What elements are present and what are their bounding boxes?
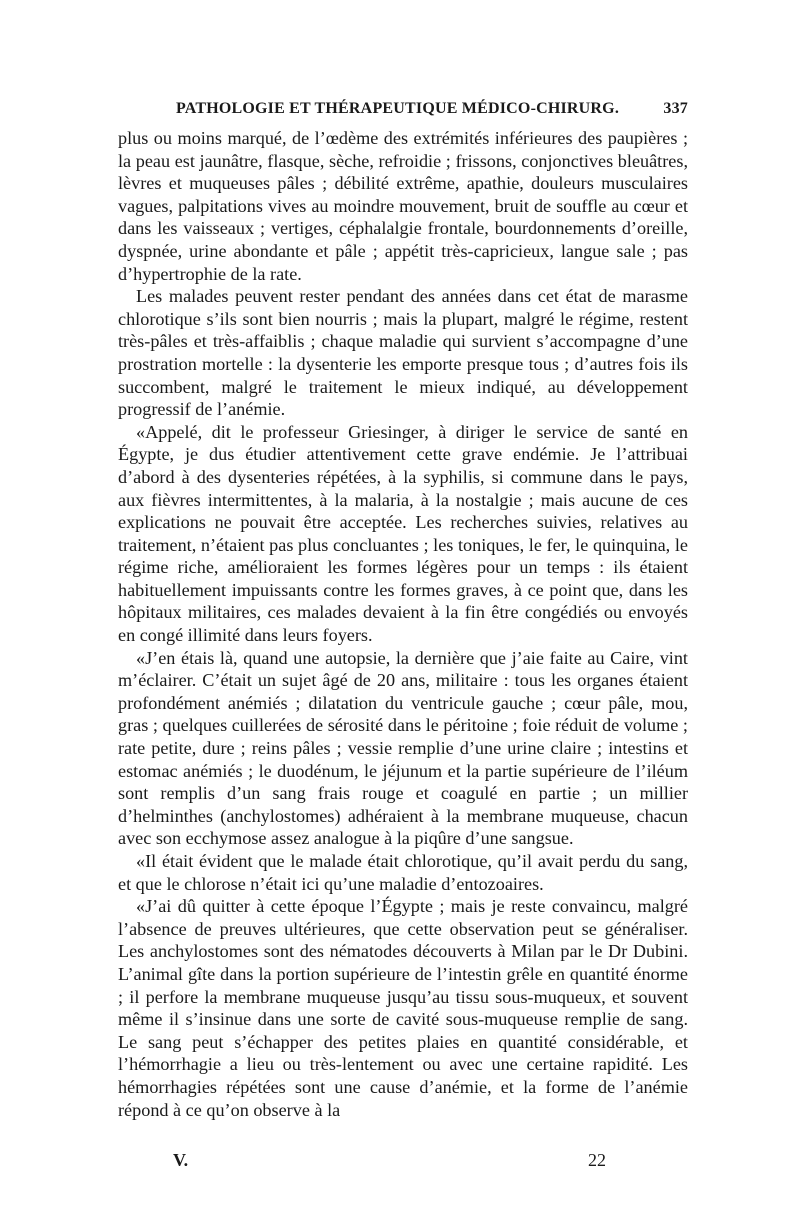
paragraph-2: Les malades peuvent rester pendant des années dans cet état de marasme chlorotique s’ils sont bien nourris ; mais la plupart, malgré le régime, restent très-pâles et très-affaiblis ; chaque maladie qui survient s’accompagne d’une prostration mortelle : la dysenterie les emporte presque tous ; d’autres fois ils succombent, malgré le traitement le mieux indiqué, au développement progressif de l’anémie.	[118, 286, 688, 420]
body-text	[118, 127, 688, 1121]
page-number: 337	[663, 100, 688, 117]
signature-mark: V.	[173, 1150, 189, 1170]
page-footer	[118, 1150, 688, 1174]
paragraph-4: «J’en étais là, quand une autopsie, la dernière que j’aie faite au Caire, vint m’éclairer. C’était un sujet âgé de 20 ans, militaire : tous les organes étaient profondément anémiés ; dilatation du ventricule gauche ; cœur pâle, mou, gras ; quelques cuillerées de sérosité dans le péritoine ; foie réduit de volume ; rate petite, dure ; reins pâles ; vessie remplie d’une urine claire ; intestins et estomac anémiés ; le duodénum, le jéjunum et la partie supérieure de l’iléum sont remplis d’un sang frais rouge et coagulé en partie ; un millier d’helminthes (anchylostomes) adhéraient à la membrane muqueuse, chacun avec son ecchymose assez analogue à la piqûre d’une sangsue.	[118, 647, 688, 849]
sheet-number: 22	[588, 1150, 606, 1170]
paragraph-6: «J’ai dû quitter à cette époque l’Égypte ; mais je reste convaincu, malgré l’absence de preuves ultérieures, que cette observation peut se généraliser. Les anchylostomes sont des nématodes découverts à Milan par le Dr Dubini. L’animal gîte dans la portion supérieure de l’intestin grêle en quantité énorme ; il perfore la membrane muqueuse jusqu’au tissu sous-muqueux, et souvent même il s’insinue dans une sorte de cavité sous-muqueuse remplie de sang. Le sang peut s’échapper des petites plaies en quantité considérable, et l’hémorrhagie a lieu ou très-lentement ou avec une certaine rapidité. Les hémorrhagies répétées sont une cause d’anémie, et la forme de l’anémie répond à ce qu’on observe à la	[118, 896, 688, 1120]
running-head	[118, 100, 688, 122]
paragraph-5: «Il était évident que le malade était chlorotique, qu’il avait perdu du sang, et que le chlorose n’était ici qu’une maladie d’entozoaires.	[118, 851, 688, 894]
paragraph-3: «Appelé, dit le professeur Griesinger, à diriger le service de santé en Égypte, je dus étudier attentivement cette grave endémie. Je l’attribuai d’abord à des dysenteries répétées, à la syphilis, si commune dans le pays, aux fièvres intermittentes, à la malaria, à la nostalgie ; mais aucune de ces explications ne pouvait être acceptée. Les recherches suivies, relatives au traitement, n’étaient pas plus concluantes ; les toniques, le fer, le quinquina, le régime riche, amélioraient les formes légères pour un temps : ils étaient habituellement impuissants contre les formes graves, à ce point que, dans les hôpitaux militaires, ces malades devaient à la fin être congédiés ou envoyés en congé illimité dans leurs foyers.	[118, 421, 688, 646]
paragraph-1: plus ou moins marqué, de l’œdème des extrémités inférieures des paupières ; la peau est jaunâtre, flasque, sèche, refroidie ; frissons, conjonctives bleuâtres, lèvres et muqueuses pâles ; débilité extrême, apathie, douleurs musculaires vagues, palpitations vives au moindre mouvement, bruit de souffle au cœur et dans les vaisseaux ; vertiges, céphalalgie frontale, bourdonnements d’oreille, dyspnée, urine abondante et pâle ; appétit très-capricieux, langue sale ; pas d’hypertrophie de la rate.	[118, 128, 688, 284]
running-title: PATHOLOGIE ET THÉRAPEUTIQUE MÉDICO-CHIRURG.	[176, 100, 620, 117]
